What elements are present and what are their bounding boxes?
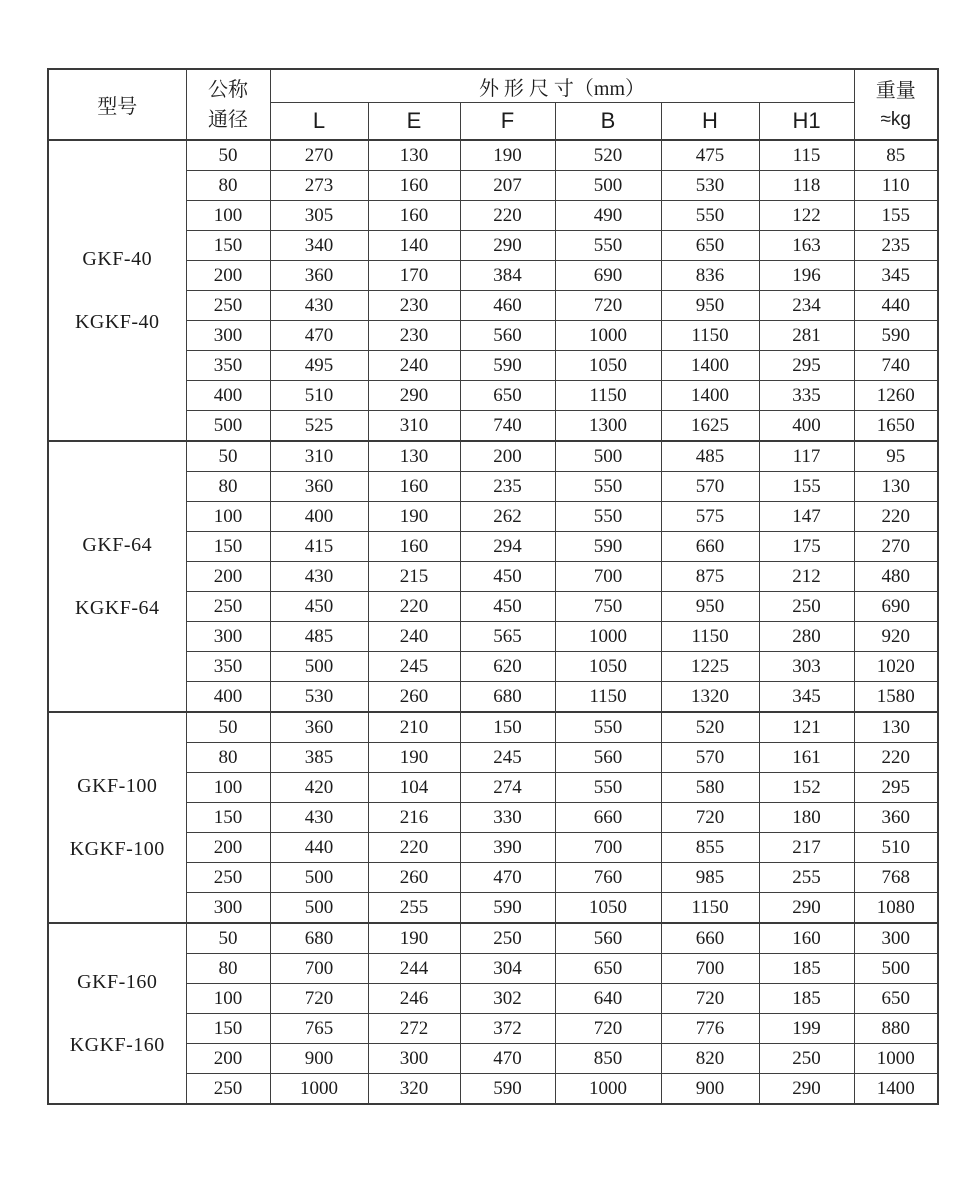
dimension-value-cell: 345 xyxy=(854,261,938,291)
dimension-value-cell: 985 xyxy=(661,863,759,893)
dimension-value-cell: 590 xyxy=(460,351,555,381)
nominal-diameter-cell: 150 xyxy=(186,532,270,562)
nominal-diameter-cell: 400 xyxy=(186,381,270,411)
dimension-value-cell: 460 xyxy=(460,291,555,321)
header-col-B: B xyxy=(555,103,661,141)
dimension-value-cell: 570 xyxy=(661,472,759,502)
dimension-value-cell: 430 xyxy=(270,803,368,833)
header-weight xyxy=(854,69,938,140)
dimension-value-cell: 900 xyxy=(270,1044,368,1074)
dimension-value-cell: 1625 xyxy=(661,411,759,442)
dimension-value-cell: 660 xyxy=(555,803,661,833)
dimension-value-cell: 150 xyxy=(460,712,555,743)
dimension-value-cell: 250 xyxy=(460,923,555,954)
nominal-diameter-cell: 80 xyxy=(186,472,270,502)
dimension-value-cell: 384 xyxy=(460,261,555,291)
dimension-value-cell: 1150 xyxy=(661,893,759,924)
dimension-value-cell: 1000 xyxy=(555,321,661,351)
dimension-value-cell: 1000 xyxy=(555,622,661,652)
model-name-secondary: KGKF-64 xyxy=(74,596,160,619)
dimension-value-cell: 244 xyxy=(368,954,460,984)
header-row-top xyxy=(48,69,938,103)
dimension-value-cell: 240 xyxy=(368,622,460,652)
dimension-value-cell: 420 xyxy=(270,773,368,803)
nominal-diameter-cell: 80 xyxy=(186,171,270,201)
dimension-value-cell: 280 xyxy=(759,622,854,652)
dimension-value-cell: 246 xyxy=(368,984,460,1014)
dimension-value-cell: 196 xyxy=(759,261,854,291)
dimension-value-cell: 530 xyxy=(270,682,368,713)
dimension-value-cell: 550 xyxy=(555,773,661,803)
dimension-value-cell: 1020 xyxy=(854,652,938,682)
header-nominal-diameter-line1: 公称 xyxy=(208,78,248,101)
model-stack xyxy=(49,141,186,440)
dimension-value-cell: 310 xyxy=(270,441,368,472)
dimension-value-cell: 1400 xyxy=(661,351,759,381)
dimension-value-cell: 294 xyxy=(460,532,555,562)
dimension-value-cell: 765 xyxy=(270,1014,368,1044)
nominal-diameter-cell: 100 xyxy=(186,773,270,803)
nominal-diameter-cell: 80 xyxy=(186,743,270,773)
header-col-H1: H1 xyxy=(759,103,854,141)
dimension-value-cell: 1150 xyxy=(555,682,661,713)
table-body xyxy=(48,140,938,1104)
header-nominal-diameter-line2: 通径 xyxy=(208,108,248,131)
dimension-value-cell: 690 xyxy=(555,261,661,291)
dimension-value-cell: 190 xyxy=(368,923,460,954)
nominal-diameter-cell: 250 xyxy=(186,1074,270,1105)
dimension-value-cell: 360 xyxy=(270,712,368,743)
dimension-value-cell: 85 xyxy=(854,140,938,171)
dimension-value-cell: 175 xyxy=(759,532,854,562)
header-col-L: L xyxy=(270,103,368,141)
model-name-secondary: KGKF-160 xyxy=(69,1033,165,1056)
table-row xyxy=(48,712,938,743)
dimension-value-cell: 1300 xyxy=(555,411,661,442)
nominal-diameter-cell: 250 xyxy=(186,592,270,622)
dimension-value-cell: 1000 xyxy=(854,1044,938,1074)
header-weight-line1: 重量 xyxy=(875,79,916,102)
spec-table xyxy=(47,68,939,1105)
dimension-value-cell: 550 xyxy=(555,502,661,532)
nominal-diameter-cell: 250 xyxy=(186,291,270,321)
model-name-secondary: KGKF-40 xyxy=(74,310,160,333)
dimension-value-cell: 660 xyxy=(661,923,759,954)
dimension-value-cell: 234 xyxy=(759,291,854,321)
dimension-value-cell: 216 xyxy=(368,803,460,833)
dimension-value-cell: 185 xyxy=(759,954,854,984)
dimension-value-cell: 304 xyxy=(460,954,555,984)
dimension-value-cell: 340 xyxy=(270,231,368,261)
dimension-value-cell: 160 xyxy=(368,472,460,502)
dimension-value-cell: 345 xyxy=(759,682,854,713)
dimension-value-cell: 1050 xyxy=(555,893,661,924)
dimension-value-cell: 720 xyxy=(661,803,759,833)
dimension-value-cell: 776 xyxy=(661,1014,759,1044)
dimension-value-cell: 272 xyxy=(368,1014,460,1044)
nominal-diameter-cell: 200 xyxy=(186,261,270,291)
model-name-primary: GKF-100 xyxy=(77,774,158,797)
dimension-value-cell: 160 xyxy=(368,532,460,562)
dimension-value-cell: 215 xyxy=(368,562,460,592)
nominal-diameter-cell: 100 xyxy=(186,201,270,231)
dimension-value-cell: 217 xyxy=(759,833,854,863)
dimension-value-cell: 1400 xyxy=(854,1074,938,1105)
dimension-value-cell: 880 xyxy=(854,1014,938,1044)
dimension-value-cell: 245 xyxy=(460,743,555,773)
dimension-value-cell: 115 xyxy=(759,140,854,171)
dimension-value-cell: 1150 xyxy=(555,381,661,411)
dimension-value-cell: 118 xyxy=(759,171,854,201)
dimension-value-cell: 302 xyxy=(460,984,555,1014)
dimension-value-cell: 270 xyxy=(270,140,368,171)
dimension-value-cell: 430 xyxy=(270,562,368,592)
dimension-value-cell: 250 xyxy=(759,592,854,622)
dimension-value-cell: 510 xyxy=(270,381,368,411)
dimension-value-cell: 525 xyxy=(270,411,368,442)
dimension-value-cell: 700 xyxy=(555,562,661,592)
dimension-value-cell: 130 xyxy=(854,472,938,502)
dimension-value-cell: 117 xyxy=(759,441,854,472)
dimension-value-cell: 270 xyxy=(854,532,938,562)
dimension-value-cell: 470 xyxy=(460,1044,555,1074)
dimension-value-cell: 520 xyxy=(555,140,661,171)
dimension-value-cell: 500 xyxy=(854,954,938,984)
dimension-value-cell: 500 xyxy=(270,893,368,924)
nominal-diameter-cell: 350 xyxy=(186,652,270,682)
dimension-value-cell: 121 xyxy=(759,712,854,743)
dimension-value-cell: 415 xyxy=(270,532,368,562)
dimension-value-cell: 1150 xyxy=(661,321,759,351)
dimension-value-cell: 450 xyxy=(460,562,555,592)
dimension-value-cell: 190 xyxy=(368,743,460,773)
dimension-value-cell: 950 xyxy=(661,291,759,321)
nominal-diameter-cell: 250 xyxy=(186,863,270,893)
dimension-value-cell: 560 xyxy=(460,321,555,351)
dimension-value-cell: 140 xyxy=(368,231,460,261)
dimension-value-cell: 310 xyxy=(368,411,460,442)
dimension-value-cell: 300 xyxy=(854,923,938,954)
dimension-value-cell: 1080 xyxy=(854,893,938,924)
dimension-value-cell: 147 xyxy=(759,502,854,532)
model-name-primary: GKF-64 xyxy=(82,533,153,556)
dimension-value-cell: 660 xyxy=(661,532,759,562)
dimension-value-cell: 620 xyxy=(460,652,555,682)
dimension-value-cell: 590 xyxy=(460,893,555,924)
dimension-value-cell: 1320 xyxy=(661,682,759,713)
dimension-value-cell: 485 xyxy=(661,441,759,472)
dimension-value-cell: 650 xyxy=(854,984,938,1014)
dimension-value-cell: 470 xyxy=(270,321,368,351)
nominal-diameter-cell: 350 xyxy=(186,351,270,381)
dimension-value-cell: 300 xyxy=(368,1044,460,1074)
dimension-value-cell: 1000 xyxy=(555,1074,661,1105)
model-stack xyxy=(49,713,186,922)
table-row xyxy=(48,923,938,954)
dimension-value-cell: 220 xyxy=(854,502,938,532)
dimension-value-cell: 155 xyxy=(854,201,938,231)
dimension-value-cell: 200 xyxy=(460,441,555,472)
dimension-value-cell: 360 xyxy=(270,261,368,291)
model-cell xyxy=(48,712,186,923)
dimension-value-cell: 550 xyxy=(661,201,759,231)
dimension-value-cell: 330 xyxy=(460,803,555,833)
model-name-primary: GKF-160 xyxy=(77,970,158,993)
dimension-value-cell: 1400 xyxy=(661,381,759,411)
dimension-value-cell: 640 xyxy=(555,984,661,1014)
dimension-value-cell: 450 xyxy=(460,592,555,622)
dimension-value-cell: 690 xyxy=(854,592,938,622)
dimension-value-cell: 1050 xyxy=(555,351,661,381)
dimension-value-cell: 220 xyxy=(368,592,460,622)
dimension-value-cell: 920 xyxy=(854,622,938,652)
nominal-diameter-cell: 300 xyxy=(186,622,270,652)
nominal-diameter-cell: 100 xyxy=(186,502,270,532)
dimension-value-cell: 385 xyxy=(270,743,368,773)
dimension-value-cell: 500 xyxy=(270,863,368,893)
dimension-value-cell: 190 xyxy=(368,502,460,532)
dimension-value-cell: 161 xyxy=(759,743,854,773)
dimension-value-cell: 281 xyxy=(759,321,854,351)
nominal-diameter-cell: 200 xyxy=(186,833,270,863)
dimension-value-cell: 160 xyxy=(368,171,460,201)
nominal-diameter-cell: 50 xyxy=(186,923,270,954)
header-col-E: E xyxy=(368,103,460,141)
dimension-value-cell: 170 xyxy=(368,261,460,291)
dimension-value-cell: 320 xyxy=(368,1074,460,1105)
dimension-value-cell: 1150 xyxy=(661,622,759,652)
dimension-value-cell: 274 xyxy=(460,773,555,803)
dimension-value-cell: 230 xyxy=(368,291,460,321)
dimension-value-cell: 500 xyxy=(270,652,368,682)
dimension-value-cell: 550 xyxy=(555,472,661,502)
dimension-value-cell: 372 xyxy=(460,1014,555,1044)
nominal-diameter-cell: 100 xyxy=(186,984,270,1014)
model-cell xyxy=(48,441,186,712)
dimension-value-cell: 262 xyxy=(460,502,555,532)
dimension-value-cell: 590 xyxy=(460,1074,555,1105)
dimension-value-cell: 520 xyxy=(661,712,759,743)
model-name-primary: GKF-40 xyxy=(82,247,153,270)
dimension-value-cell: 440 xyxy=(854,291,938,321)
dimension-value-cell: 510 xyxy=(854,833,938,863)
dimension-value-cell: 220 xyxy=(854,743,938,773)
dimension-value-cell: 565 xyxy=(460,622,555,652)
nominal-diameter-cell: 50 xyxy=(186,441,270,472)
dimension-value-cell: 680 xyxy=(270,923,368,954)
dimension-value-cell: 650 xyxy=(661,231,759,261)
dimension-value-cell: 430 xyxy=(270,291,368,321)
dimension-value-cell: 180 xyxy=(759,803,854,833)
dimension-value-cell: 360 xyxy=(270,472,368,502)
dimension-value-cell: 590 xyxy=(555,532,661,562)
dimension-value-cell: 260 xyxy=(368,682,460,713)
dimension-value-cell: 163 xyxy=(759,231,854,261)
dimension-value-cell: 250 xyxy=(759,1044,854,1074)
dimension-value-cell: 580 xyxy=(661,773,759,803)
dimension-value-cell: 212 xyxy=(759,562,854,592)
dimension-value-cell: 440 xyxy=(270,833,368,863)
dimension-value-cell: 570 xyxy=(661,743,759,773)
dimension-value-cell: 495 xyxy=(270,351,368,381)
model-cell xyxy=(48,140,186,441)
dimension-value-cell: 650 xyxy=(555,954,661,984)
dimension-value-cell: 1050 xyxy=(555,652,661,682)
header-dimensions: 外 形 尺 寸（mm） xyxy=(270,69,854,103)
nominal-diameter-cell: 150 xyxy=(186,231,270,261)
dimension-value-cell: 290 xyxy=(460,231,555,261)
dimension-value-cell: 400 xyxy=(270,502,368,532)
dimension-value-cell: 295 xyxy=(759,351,854,381)
dimension-value-cell: 305 xyxy=(270,201,368,231)
dimension-value-cell: 160 xyxy=(759,923,854,954)
nominal-diameter-cell: 150 xyxy=(186,803,270,833)
dimension-value-cell: 768 xyxy=(854,863,938,893)
dimension-value-cell: 875 xyxy=(661,562,759,592)
dimension-value-cell: 480 xyxy=(854,562,938,592)
dimension-value-cell: 1650 xyxy=(854,411,938,442)
dimension-value-cell: 760 xyxy=(555,863,661,893)
dimension-value-cell: 900 xyxy=(661,1074,759,1105)
dimension-value-cell: 740 xyxy=(460,411,555,442)
dimension-value-cell: 360 xyxy=(854,803,938,833)
dimension-value-cell: 230 xyxy=(368,321,460,351)
dimension-value-cell: 210 xyxy=(368,712,460,743)
dimension-value-cell: 590 xyxy=(854,321,938,351)
dimension-value-cell: 950 xyxy=(661,592,759,622)
dimension-value-cell: 207 xyxy=(460,171,555,201)
nominal-diameter-cell: 200 xyxy=(186,562,270,592)
dimension-value-cell: 104 xyxy=(368,773,460,803)
dimension-value-cell: 335 xyxy=(759,381,854,411)
dimension-value-cell: 130 xyxy=(368,140,460,171)
dimension-value-cell: 530 xyxy=(661,171,759,201)
dimension-value-cell: 130 xyxy=(368,441,460,472)
nominal-diameter-cell: 300 xyxy=(186,893,270,924)
dimension-value-cell: 290 xyxy=(759,1074,854,1105)
dimension-value-cell: 820 xyxy=(661,1044,759,1074)
dimension-value-cell: 740 xyxy=(854,351,938,381)
header-nominal-diameter xyxy=(186,69,270,140)
dimension-value-cell: 185 xyxy=(759,984,854,1014)
model-name-secondary: KGKF-100 xyxy=(69,837,165,860)
nominal-diameter-cell: 80 xyxy=(186,954,270,984)
dimension-value-cell: 255 xyxy=(368,893,460,924)
dimension-value-cell: 560 xyxy=(555,923,661,954)
dimension-value-cell: 400 xyxy=(759,411,854,442)
table-row xyxy=(48,140,938,171)
nominal-diameter-cell: 300 xyxy=(186,321,270,351)
dimension-value-cell: 152 xyxy=(759,773,854,803)
dimension-value-cell: 485 xyxy=(270,622,368,652)
dimension-value-cell: 130 xyxy=(854,712,938,743)
dimension-value-cell: 95 xyxy=(854,441,938,472)
dimension-value-cell: 450 xyxy=(270,592,368,622)
header-weight-line2: ≈kg xyxy=(880,108,911,130)
dimension-value-cell: 650 xyxy=(460,381,555,411)
dimension-value-cell: 1580 xyxy=(854,682,938,713)
dimension-value-cell: 290 xyxy=(368,381,460,411)
model-cell xyxy=(48,923,186,1104)
dimension-value-cell: 700 xyxy=(555,833,661,863)
dimension-value-cell: 500 xyxy=(555,441,661,472)
model-stack xyxy=(49,442,186,711)
dimension-value-cell: 390 xyxy=(460,833,555,863)
dimension-value-cell: 290 xyxy=(759,893,854,924)
dimension-value-cell: 1260 xyxy=(854,381,938,411)
dimension-value-cell: 245 xyxy=(368,652,460,682)
dimension-value-cell: 199 xyxy=(759,1014,854,1044)
nominal-diameter-cell: 200 xyxy=(186,1044,270,1074)
dimension-value-cell: 220 xyxy=(368,833,460,863)
dimension-value-cell: 850 xyxy=(555,1044,661,1074)
nominal-diameter-cell: 50 xyxy=(186,712,270,743)
dimension-value-cell: 470 xyxy=(460,863,555,893)
dimension-value-cell: 550 xyxy=(555,712,661,743)
dimension-value-cell: 560 xyxy=(555,743,661,773)
nominal-diameter-cell: 500 xyxy=(186,411,270,442)
dimension-value-cell: 273 xyxy=(270,171,368,201)
dimension-value-cell: 855 xyxy=(661,833,759,863)
dimension-value-cell: 110 xyxy=(854,171,938,201)
nominal-diameter-cell: 150 xyxy=(186,1014,270,1044)
dimension-value-cell: 122 xyxy=(759,201,854,231)
dimension-value-cell: 295 xyxy=(854,773,938,803)
dimension-value-cell: 155 xyxy=(759,472,854,502)
dimension-value-cell: 1225 xyxy=(661,652,759,682)
dimension-value-cell: 575 xyxy=(661,502,759,532)
dimension-value-cell: 750 xyxy=(555,592,661,622)
dimension-value-cell: 700 xyxy=(661,954,759,984)
dimension-value-cell: 700 xyxy=(270,954,368,984)
model-stack xyxy=(49,924,186,1103)
nominal-diameter-cell: 400 xyxy=(186,682,270,713)
dimension-value-cell: 836 xyxy=(661,261,759,291)
dimension-value-cell: 220 xyxy=(460,201,555,231)
header-col-H: H xyxy=(661,103,759,141)
nominal-diameter-cell: 50 xyxy=(186,140,270,171)
dimension-value-cell: 255 xyxy=(759,863,854,893)
dimension-value-cell: 550 xyxy=(555,231,661,261)
dimension-value-cell: 240 xyxy=(368,351,460,381)
dimension-value-cell: 235 xyxy=(460,472,555,502)
dimension-value-cell: 1000 xyxy=(270,1074,368,1105)
dimension-value-cell: 720 xyxy=(555,291,661,321)
dimension-value-cell: 720 xyxy=(270,984,368,1014)
dimension-value-cell: 160 xyxy=(368,201,460,231)
table-row xyxy=(48,441,938,472)
header-model: 型号 xyxy=(48,69,186,140)
dimension-value-cell: 720 xyxy=(555,1014,661,1044)
dimension-value-cell: 500 xyxy=(555,171,661,201)
header-col-F: F xyxy=(460,103,555,141)
dimension-value-cell: 475 xyxy=(661,140,759,171)
dimension-value-cell: 260 xyxy=(368,863,460,893)
dimension-value-cell: 490 xyxy=(555,201,661,231)
dimension-value-cell: 680 xyxy=(460,682,555,713)
dimension-value-cell: 235 xyxy=(854,231,938,261)
dimension-value-cell: 190 xyxy=(460,140,555,171)
dimension-value-cell: 720 xyxy=(661,984,759,1014)
table-header xyxy=(48,69,938,140)
dimension-value-cell: 303 xyxy=(759,652,854,682)
